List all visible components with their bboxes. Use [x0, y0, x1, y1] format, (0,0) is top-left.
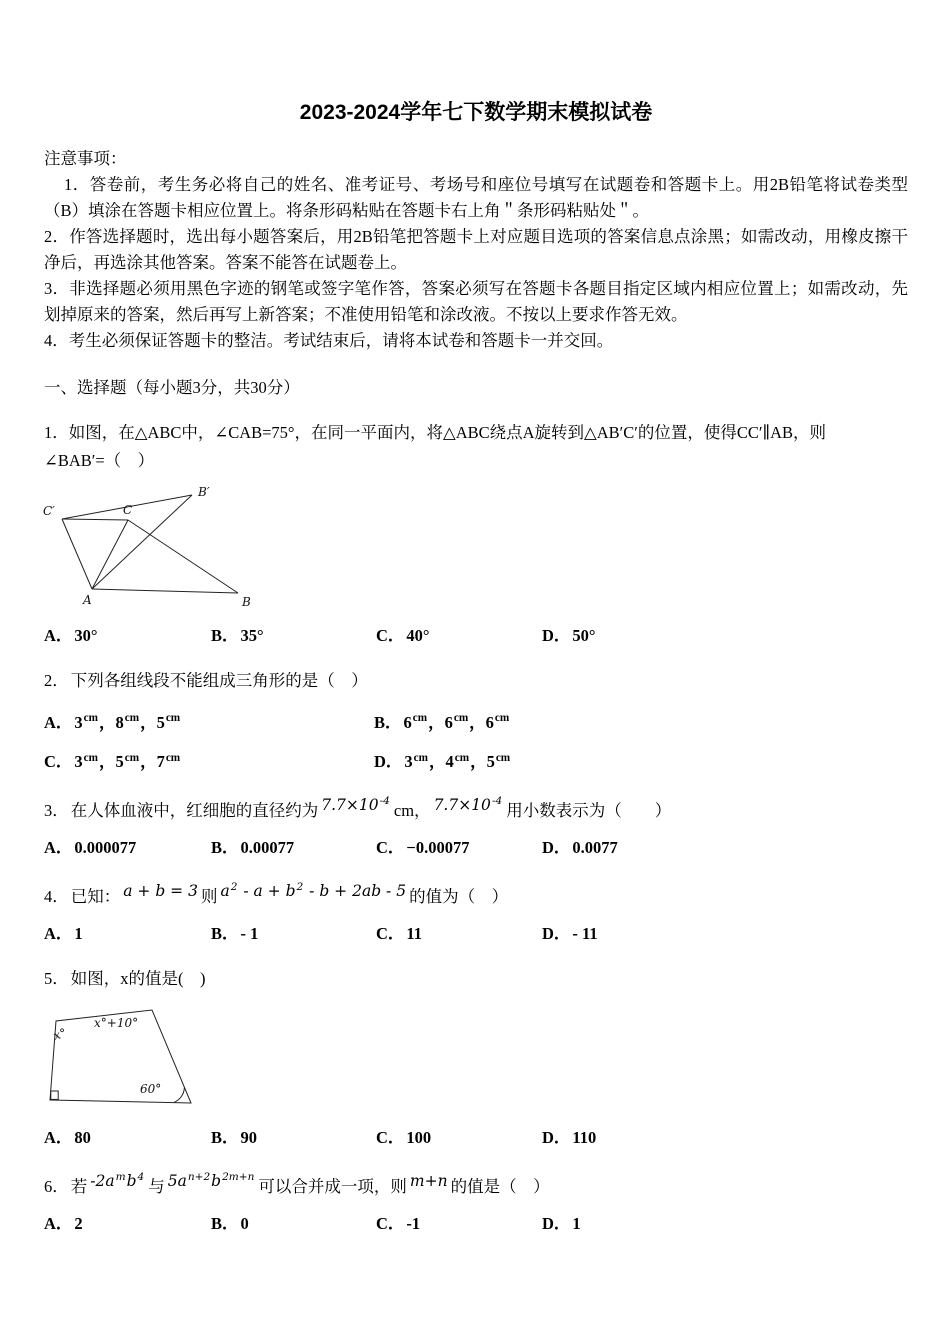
- point-label-c-prime: C′: [43, 504, 55, 518]
- q2-stem: [44, 667, 908, 695]
- option-letter: B．: [211, 1128, 239, 1148]
- point-label-b-prime: B′: [198, 485, 210, 499]
- q3-option-d: [542, 835, 908, 861]
- q5-option-d: [542, 1125, 908, 1151]
- option-text: $3^{cm}$，$5^{cm}$，$7^{cm}$: [74, 751, 181, 771]
- q4-option-b: [211, 921, 376, 947]
- angle-label-x: x°: [51, 1025, 69, 1044]
- notice-item-2: 2．作答选择题时，选出每小题答案后，用2B铅笔把答题卡上对应题目选项的答案信息点涂黑；如需改动，用橡皮擦干净后，再选涂其他答案。答案不能答在试题卷上。: [44, 227, 908, 272]
- option-text: 0: [240, 1214, 249, 1234]
- option-letter: D．: [542, 924, 571, 944]
- option-text: $3^{cm}$，$4^{cm}$，$5^{cm}$: [404, 751, 511, 771]
- section-heading: 一、选择题（每小题3分，共30分）: [44, 378, 300, 397]
- option-letter: B．: [211, 924, 239, 944]
- option-letter: B．: [211, 626, 239, 645]
- question-text: 若: [70, 1177, 88, 1197]
- angle-label-60: 60°: [140, 1082, 162, 1097]
- q6-option-c: [376, 1211, 542, 1237]
- option-text: 1: [74, 924, 83, 944]
- option-letter: D．: [542, 838, 571, 858]
- math-expression: $a^2 - a + b^2 - b + 2ab - 5$: [220, 881, 407, 901]
- option-letter: C．: [376, 924, 405, 944]
- option-letter: D．: [374, 752, 403, 771]
- question-text: 可以合并成一项，则: [258, 1177, 407, 1197]
- option-letter: D．: [542, 626, 571, 645]
- q5-option-a: [44, 1125, 211, 1151]
- option-text: 50°: [572, 626, 596, 645]
- question-text: 已知：: [70, 887, 121, 907]
- option-letter: C．: [376, 1214, 405, 1234]
- q1-options: [44, 623, 908, 649]
- math-expression: a + b = 3: [123, 882, 198, 901]
- option-text: $6^{cm}$，$6^{cm}$，$6^{cm}$: [403, 712, 510, 732]
- option-letter: C．: [376, 838, 405, 858]
- option-letter: A．: [44, 626, 73, 645]
- q2-option-d: [374, 745, 908, 776]
- math-expression: $7.7\times 10^{-4}$: [321, 795, 390, 815]
- question-4: [44, 879, 908, 947]
- q4-stem: [44, 879, 908, 911]
- question-6: [44, 1169, 908, 1237]
- question-number: 2．: [44, 671, 69, 690]
- q6-options: [44, 1211, 908, 1237]
- option-letter: A．: [44, 924, 73, 944]
- q6-option-b: [211, 1211, 376, 1237]
- option-text: 80: [74, 1128, 91, 1148]
- question-number: 4．: [44, 887, 69, 907]
- option-text: 90: [240, 1128, 258, 1148]
- option-letter: A．: [44, 1128, 73, 1148]
- question-text: 则: [200, 887, 218, 907]
- question-5: [44, 965, 908, 1151]
- question-2: [44, 667, 908, 775]
- option-text: 0.00077: [240, 838, 295, 858]
- q4-option-a: [44, 921, 211, 947]
- question-number: 6．: [44, 1177, 69, 1197]
- option-text: 11: [406, 924, 423, 944]
- notice-item-1: 1．答卷前，考生务必将自己的姓名、准考证号、考场号和座位号填写在试题卷和答题卡上。用2B铅笔将试卷类型（B）填涂在答题卡相应位置上。将条形码粘贴在答题卡右上角＂条形码粘贴处＂。: [44, 175, 908, 220]
- q3-option-c: [376, 835, 542, 861]
- q5-options: [44, 1125, 908, 1151]
- notice-heading: 注意事项：: [44, 149, 127, 168]
- question-text: 的值为（ ）: [409, 887, 509, 907]
- option-text: 30°: [74, 626, 98, 645]
- rotated-triangle-figure: [42, 483, 257, 613]
- option-letter: A．: [44, 838, 73, 858]
- question-number: 3．: [44, 801, 69, 821]
- q3-option-a: [44, 835, 211, 861]
- option-letter: D．: [542, 1214, 571, 1234]
- option-text: 2: [74, 1214, 83, 1234]
- question-text: 的值是（ ）: [450, 1177, 550, 1197]
- option-text: $3^{cm}$，$8^{cm}$，$5^{cm}$: [74, 712, 181, 732]
- angle-label-x-plus-10: x°+10°: [94, 1016, 139, 1031]
- option-letter: A．: [44, 712, 73, 732]
- q2-option-a: [44, 705, 374, 736]
- q1-option-b: [211, 623, 376, 649]
- option-text: 1: [572, 1214, 581, 1234]
- q1-stem-line2: ∠BAB′=（ ）: [44, 451, 155, 470]
- notice-item-4: 4．考生必须保证答题卡的整洁。考试结束后，请将本试卷和答题卡一并交回。: [44, 331, 614, 350]
- option-text: −0.00077: [406, 838, 470, 858]
- point-label-b: B: [242, 595, 251, 609]
- option-letter: B．: [211, 1214, 239, 1234]
- option-text: - 1: [240, 924, 259, 944]
- option-letter: C．: [376, 626, 405, 645]
- option-letter: C．: [376, 1128, 405, 1148]
- q1-option-d: [542, 623, 908, 649]
- quadrilateral-angles-figure: [42, 1001, 212, 1115]
- q4-options: [44, 921, 908, 947]
- option-letter: D．: [542, 1128, 571, 1148]
- question-1: [44, 419, 908, 649]
- point-label-a: A: [83, 593, 92, 607]
- option-letter: B．: [211, 838, 239, 858]
- option-letter: A．: [44, 1214, 73, 1234]
- q5-option-c: [376, 1125, 542, 1151]
- question-text: 如图，x的值是( ): [70, 969, 206, 989]
- q1-option-c: [376, 623, 542, 649]
- q5-stem: [44, 965, 908, 993]
- q2-option-b: [374, 705, 908, 736]
- q3-options: [44, 835, 908, 861]
- q4-option-c: [376, 921, 542, 947]
- math-expression: m+n: [409, 1172, 448, 1191]
- math-expression: $5a^{n+2}b^{2m+n}$: [167, 1171, 255, 1191]
- q2-option-c: [44, 745, 374, 776]
- question-number: 5．: [44, 969, 69, 989]
- point-label-c: C: [123, 503, 133, 517]
- option-text: 35°: [240, 626, 264, 645]
- math-expression: $7.7\times 10^{-4}$: [433, 795, 503, 815]
- question-text: 用小数表示为（ ）: [506, 801, 672, 821]
- notice-item-3: 3．非选择题必须用黑色字迹的钢笔或签字笔作答，答案必须写在答题卡各题目指定区域内相应位置上；如需改动，先划掉原来的答案，然后再写上新答案；不准使用铅笔和涂改液。不按以上要求作答无效。: [44, 279, 908, 324]
- q1-stem-line1: 1．如图，在△ABC中，∠CAB=75°，在同一平面内，将△ABC绕点A旋转到△AB′C′的位置，使得CC′∥AB，则: [44, 423, 827, 442]
- q2-options: [44, 705, 908, 775]
- q6-option-a: [44, 1211, 211, 1237]
- option-text: 110: [572, 1128, 597, 1148]
- q5-option-b: [211, 1125, 376, 1151]
- q3-option-b: [211, 835, 376, 861]
- notice-section: [44, 146, 908, 354]
- question-text: cm，: [393, 801, 431, 821]
- page-title: 2023-2024学年七下数学期末模拟试卷: [299, 101, 653, 124]
- q6-option-d: [542, 1211, 908, 1237]
- option-letter: C．: [44, 752, 73, 771]
- option-text: 0.0077: [572, 838, 618, 858]
- option-text: -1: [406, 1214, 421, 1234]
- q4-option-d: [542, 921, 908, 947]
- q3-stem: [44, 793, 908, 825]
- question-text: 与: [148, 1177, 165, 1197]
- question-text: 在人体血液中，红细胞的直径约为: [70, 801, 319, 821]
- option-text: 40°: [406, 626, 430, 645]
- question-text: 下列各组线段不能组成三角形的是（ ）: [70, 671, 368, 690]
- math-expression: $-2a^mb^4$: [90, 1171, 145, 1191]
- option-letter: B．: [374, 712, 402, 732]
- option-text: 100: [406, 1128, 432, 1148]
- q6-stem: [44, 1169, 908, 1201]
- option-text: 0.000077: [74, 838, 137, 858]
- option-text: - 11: [572, 924, 598, 944]
- q1-option-a: [44, 623, 211, 649]
- question-3: [44, 793, 908, 861]
